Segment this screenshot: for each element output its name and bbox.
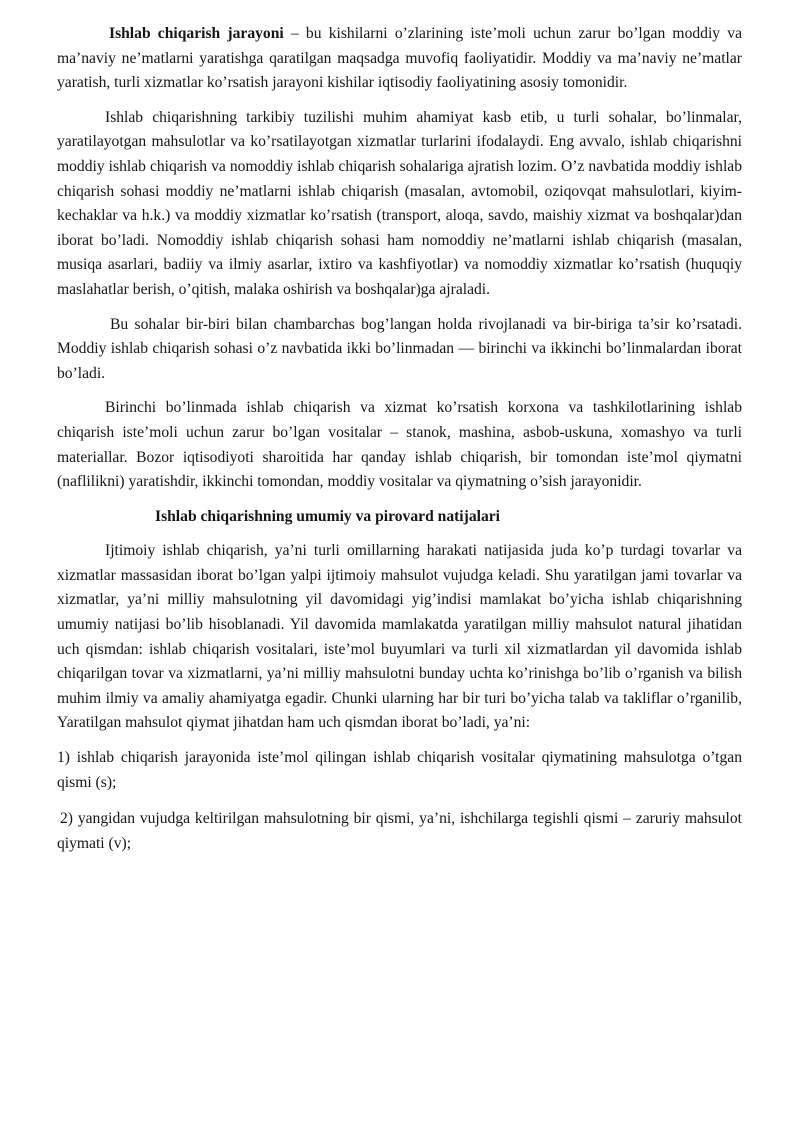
- defined-term: Ishlab chiqarish jarayoni: [109, 25, 284, 42]
- definition-text: – bu kishilarni o’zlarining iste’moli uchun zarur bo’lgan moddiy va ma’naviy ne’matlarni yaratishga qaratilgan maqsadga muvofiq faoliyatidir. Moddiy va ma’naviy ne’matlar yaratish, turli xizmatlar ko’rsatish jarayoni kishilar iqtisodiy faoliyatining asosiy tomonidir.: [57, 25, 743, 92]
- paragraph-definition: [57, 22, 742, 96]
- section-heading: Ishlab chiqarishning umumiy va pirovard natijalari: [155, 507, 501, 525]
- paragraph-structure: Ishlab chiqarishning tarkibiy tuzilishi muhim ahamiyat kasb etib, u turli sohalar, bo’linmalar, yaratilayotgan mahsulotlar va ko’rsatilayotgan xizmatlar turlarini ifodalaydi. Eng avvalo, ishlab chiqarishni moddiy ishlab chiqarish va nomoddiy ishlab chiqarish sohalariga ajratish lozim. O’z navbatida moddiy ishlab chiqarish sohasi moddiy ne’matlarni ishlab chiqarish (masalan, avtomobil, oziqovqat mahsulotlari, kiyim-kechaklar va h.k.) va moddiy xizmatlar ko’rsatish (transport, aloqa, savdo, maishiy xizmat va boshqalar)dan iborat bo’ladi. Nomoddiy ishlab chiqarish sohasi ham nomoddiy ne’matlarni ishlab chiqarish (masalan, musiqa asarlari, badiiy va ilmiy asarlar, ixtiro va kashfiyotlar) va nomoddiy xizmatlar ko’rsatish (huquqiy maslahatlar berish, o’qitish, malaka oshirish va boshqalar)ga ajraladi.: [57, 108, 742, 298]
- list-item-1: 1) ishlab chiqarish jarayonida iste’mol qilingan ishlab chiqarish vositalar qiymatining mahsulotga o’tgan qismi (s);: [57, 749, 742, 791]
- list-item-2: 2) yangidan vujudga keltirilgan mahsulotning bir qismi, ya’ni, ishchilarga tegishli qismi – zaruriy mahsulot qiymati (v);: [57, 810, 742, 852]
- paragraph-first-division: Birinchi bo’linmada ishlab chiqarish va xizmat ko’rsatish korxona va tashkilotlarining ishlab chiqarish iste’moli uchun zarur bo’lgan vositalar – stanok, mashina, asbob-uskuna, xomashyo va turli materiallar. Bozor iqtisodiyoti sharoitida har qanday ishlab chiqarish, bir tomondan iste’mol qiymatni (naflilikni) yaratishdir, ikkinchi tomondan, moddiy vositalar va qiymatning o’sish jarayonidir.: [57, 399, 742, 491]
- paragraph-social-production: Ijtimoiy ishlab chiqarish, ya’ni turli omillarning harakati natijasida juda ko’p turdagi tovarlar va xizmatlar massasidan iborat bo’lgan yalpi ijtimoiy mahsulot vujudga keladi. Shu yaratilgan jami tovarlar va xizmatlar, ya’ni milliy mahsulotning yil davomidagi yig’indisi mamlakat bo’yicha ishlab chiqarishning umumiy natijasi bo’lib hisoblanadi. Yil davomida mamlakatda yaratilgan milliy mahsulot natural jihatidan uch qismdan: ishlab chiqarish vositalari, iste’mol buyumlari va turli xil xizmatlardan yil davomida ishlab chiqarilgan tovar va xizmatlarni, ya’ni milliy mahsulotni bunday uchta ko’rinishga bo’lib o’rganish va bilish muhim ilmiy va amaliy ahamiyatga egadir. Chunki ularning har bir turi bo’yicha talab va takliflar o’rganilib, Yaratilgan mahsulot qiymat jihatdan ham uch qismdan iborat bo’ladi, ya’ni:: [57, 542, 742, 732]
- paragraph-spheres: Bu sohalar bir-biri bilan chambarchas bog’langan holda rivojlanadi va bir-biriga ta’sir ko’rsatadi. Moddiy ishlab chiqarish sohasi o’z navbatida ikki bo’linmadan — birinchi va ikkinchi bo’linmalardan iborat bo’ladi.: [57, 315, 742, 382]
- document-page: [57, 22, 742, 868]
